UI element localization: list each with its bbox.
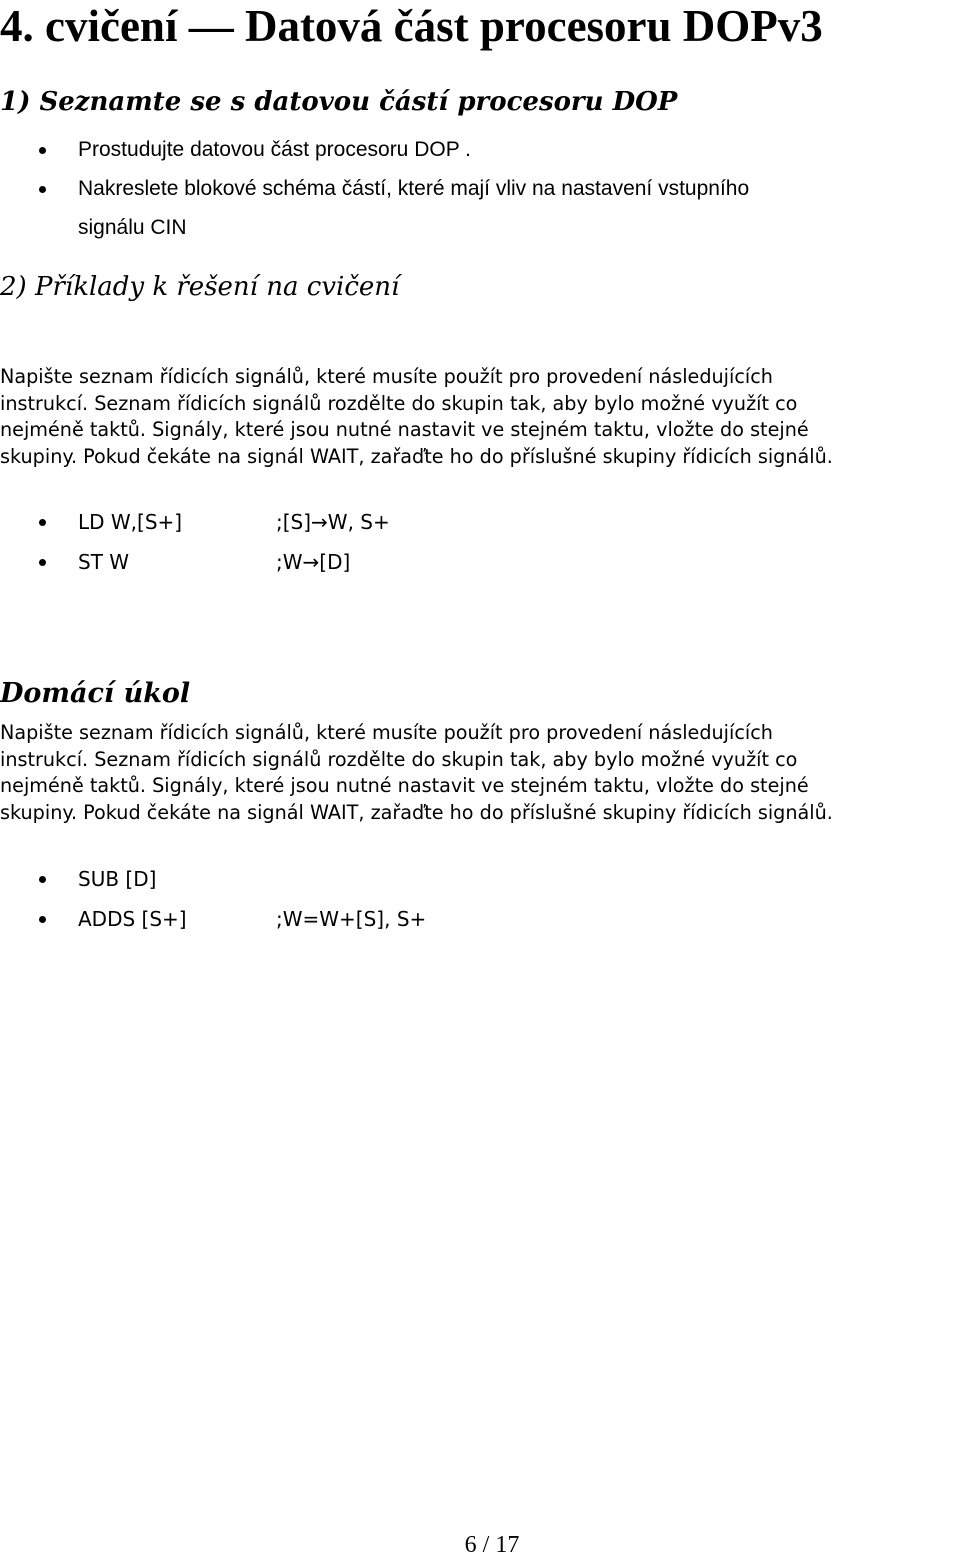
instruction-opcode: LD W,[S+] (78, 510, 183, 534)
bullet-icon (39, 147, 46, 154)
homework-paragraph (0, 720, 960, 826)
list-item-continuation (0, 208, 960, 247)
paragraph-line: instrukcí. Seznam řídicích signálů rozdělte do skupin tak, aby bylo možné využít co (0, 747, 798, 771)
instruction-item (0, 542, 960, 582)
bullet-icon (39, 186, 46, 193)
section-2-instruction-list (0, 502, 960, 582)
instruction-comment: ;[S]→W, S+ (276, 510, 390, 534)
paragraph-line: instrukcí. Seznam řídicích signálů rozdělte do skupin tak, aby bylo možné využít co (0, 391, 798, 415)
page-number: 6 / 17 (464, 1532, 520, 1558)
instruction-comment: ;W→[D] (276, 550, 351, 574)
bullet-icon (39, 876, 46, 883)
paragraph-line: Napište seznam řídicích signálů, které musíte použít pro provedení následujících (0, 365, 773, 388)
list-item (0, 169, 960, 208)
homework-instruction-list (0, 859, 960, 939)
paragraph-line: Napište seznam řídicích signálů, které musíte použít pro provedení následujících (0, 721, 773, 744)
paragraph-line: nejméně taktů. Signály, které jsou nutné nastavit ve stejném taktu, vložte do stejné (0, 418, 809, 441)
instruction-opcode: ST W (78, 550, 130, 574)
instruction-item (0, 502, 960, 542)
instruction-opcode: SUB [D] (78, 867, 157, 891)
list-item-text: Prostudujte datovou část procesoru DOP . (78, 138, 471, 161)
paragraph-line: nejméně taktů. Signály, které jsou nutné nastavit ve stejném taktu, vložte do stejné (0, 774, 809, 797)
bullet-icon (39, 559, 46, 566)
list-item (0, 130, 960, 169)
instruction-item (0, 899, 960, 939)
section-1-list (0, 130, 960, 247)
paragraph-line: skupiny. Pokud čekáte na signál WAIT, zařaďte ho do příslušné skupiny řídicích signálů. (0, 800, 833, 824)
page-title: 4. cvičení — Datová část procesoru DOPv3 (0, 1, 823, 51)
instruction-comment: ;W=W+[S], S+ (276, 907, 427, 931)
list-item-text: Nakreslete blokové schéma částí, které mají vliv na nastavení vstupního (78, 177, 750, 200)
section-2-heading: 2) Příklady k řešení na cvičení (0, 272, 400, 302)
section-1-heading: 1) Seznamte se s datovou částí procesoru DOP (0, 87, 678, 117)
section-2-paragraph (0, 364, 960, 470)
bullet-icon (39, 519, 46, 526)
instruction-opcode: ADDS [S+] (78, 907, 187, 931)
homework-heading: Domácí úkol (0, 678, 191, 709)
bullet-icon (39, 916, 46, 923)
paragraph-line: skupiny. Pokud čekáte na signál WAIT, zařaďte ho do příslušné skupiny řídicích signálů. (0, 444, 833, 468)
list-item-text: signálu CIN (78, 216, 187, 239)
instruction-item (0, 859, 960, 899)
